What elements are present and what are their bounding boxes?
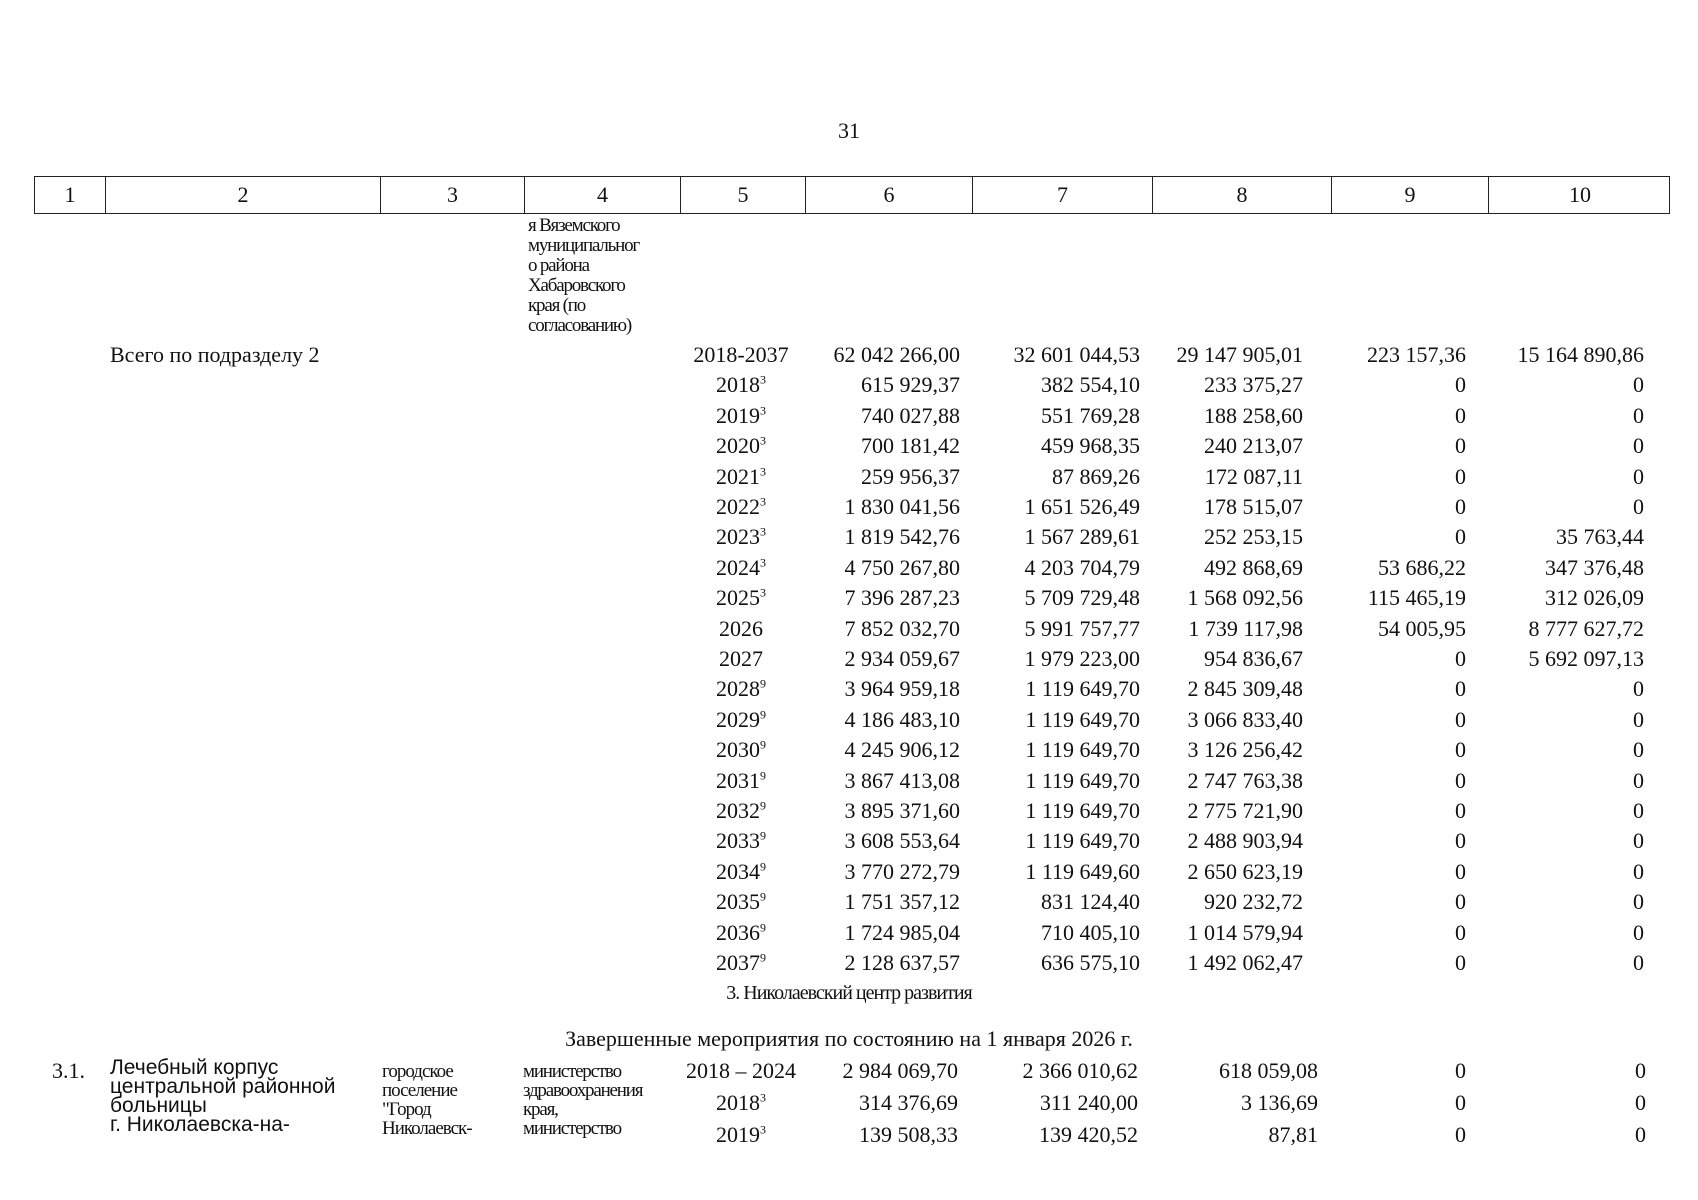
agency-line: муниципальног — [528, 235, 639, 256]
subtotal-label: Всего по подразделу 2 — [110, 342, 320, 367]
item-agency-line: министерство — [523, 1061, 621, 1082]
footnote-marker: 9 — [760, 707, 766, 722]
value-cell-col-8: 252 253,15 — [1204, 524, 1303, 550]
value-cell-col-10: 0 — [1633, 889, 1644, 915]
agency-line: края (по — [528, 295, 586, 316]
value-cell-col-6: 3 964 959,18 — [844, 676, 960, 702]
value-cell-col-10: 0 — [1633, 676, 1644, 702]
footnote-marker: 9 — [760, 768, 766, 783]
year-cell: 2033$^9$ — [716, 828, 766, 854]
value-cell-col-8: 87,81 — [1268, 1122, 1318, 1147]
table-row — [0, 920, 1698, 950]
footnote-marker: 9 — [760, 859, 766, 874]
value-cell-col-10: 15 164 890,86 — [1517, 342, 1644, 367]
table-row — [0, 676, 1698, 706]
footnote-marker: 3 — [760, 525, 766, 540]
value-cell-col-10: 0 — [1635, 1058, 1646, 1083]
value-cell-col-8: 172 087,11 — [1204, 463, 1303, 489]
value-cell-col-7: 831 124,40 — [1041, 889, 1140, 915]
year-cell: 2027 — [719, 646, 763, 671]
footnote-marker: 9 — [760, 798, 766, 813]
table-row — [0, 555, 1698, 585]
table-row — [0, 859, 1698, 889]
value-cell-col-7: 1 567 289,61 — [1024, 524, 1140, 550]
value-cell-col-10: 347 376,48 — [1545, 554, 1644, 580]
value-cell-col-6: 4 186 483,10 — [844, 706, 960, 732]
value-cell-col-8: 1 014 579,94 — [1187, 919, 1303, 945]
item-agency-line: края, — [523, 1099, 558, 1120]
value-cell-col-6: 2 934 059,67 — [844, 646, 960, 671]
footnote-marker: 3 — [760, 433, 766, 448]
footnote-marker: 9 — [760, 950, 766, 965]
table-row — [0, 524, 1698, 554]
agency-continuation — [528, 216, 678, 336]
value-cell-col-8: 188 258,60 — [1204, 402, 1303, 428]
table-row — [0, 585, 1698, 615]
agency-line: я Вяземского — [528, 215, 620, 236]
value-cell-col-9: 0 — [1455, 524, 1466, 550]
item-agency-line: министерство — [523, 1118, 621, 1139]
value-cell-col-7: 32 601 044,53 — [1013, 342, 1140, 367]
year-cell: 2037$^9$ — [716, 950, 766, 975]
value-cell-col-9: 0 — [1455, 950, 1466, 975]
table-row — [0, 737, 1698, 767]
value-cell-col-9: 0 — [1455, 433, 1466, 459]
value-cell-col-8: 3 136,69 — [1241, 1090, 1318, 1115]
value-cell-col-8: 3 066 833,40 — [1187, 706, 1303, 732]
header-col-10: 10 — [1488, 177, 1671, 213]
footnote-marker: 3 — [760, 1090, 766, 1105]
table-row — [0, 798, 1698, 828]
value-cell-col-7: 1 979 223,00 — [1024, 646, 1140, 671]
value-cell-col-6: 615 929,37 — [861, 372, 960, 398]
value-cell-col-6: 259 956,37 — [861, 463, 960, 489]
year-cell: 2020$^3$ — [716, 433, 766, 459]
value-cell-col-6: 7 852 032,70 — [844, 615, 960, 641]
value-cell-col-8: 618 059,08 — [1219, 1058, 1318, 1083]
value-cell-col-10: 0 — [1633, 494, 1644, 519]
value-cell-col-7: 710 405,10 — [1041, 919, 1140, 945]
item-municipality-line: поселение — [382, 1080, 457, 1101]
value-cell-col-9: 0 — [1455, 798, 1466, 823]
year-cell: 2019$^3$ — [716, 402, 766, 428]
value-cell-col-10: 0 — [1633, 798, 1644, 823]
value-cell-col-9: 53 686,22 — [1378, 554, 1466, 580]
value-cell-col-10: 0 — [1633, 950, 1644, 975]
item-municipality-line: городское — [382, 1061, 453, 1082]
table-row — [0, 494, 1698, 524]
year-cell: 2029$^9$ — [716, 706, 766, 732]
value-cell-col-6: 7 396 287,23 — [844, 585, 960, 611]
value-cell-col-8: 492 868,69 — [1204, 554, 1303, 580]
completed-title: Завершенные мероприятия по состоянию на 1 января 2026 г. — [565, 1026, 1133, 1051]
value-cell-col-8: 2 488 903,94 — [1187, 828, 1303, 854]
year-cell: 2025$^3$ — [716, 585, 766, 611]
value-cell-col-10: 0 — [1633, 402, 1644, 428]
header-col-5: 5 — [680, 177, 805, 213]
value-cell-col-9: 0 — [1455, 463, 1466, 489]
footnote-marker: 3 — [760, 555, 766, 570]
header-col-3: 3 — [380, 177, 524, 213]
item-name-line: г. Николаевска-на- — [110, 1113, 290, 1136]
year-cell: 2018 – 2024 — [686, 1058, 796, 1083]
value-cell-col-6: 3 867 413,08 — [844, 767, 960, 793]
item-name-line: больницы — [110, 1094, 207, 1117]
year-cell: 2023$^3$ — [716, 524, 766, 550]
year-cell: 2024$^3$ — [716, 554, 766, 580]
header-col-6: 6 — [805, 177, 972, 213]
year-cell: 2030$^9$ — [716, 737, 766, 763]
table-row — [0, 342, 1698, 372]
value-cell-col-7: 551 769,28 — [1041, 402, 1140, 428]
table-row — [0, 707, 1698, 737]
value-cell-col-9: 0 — [1455, 919, 1466, 945]
footnote-marker: 3 — [760, 494, 766, 509]
section-title: 3. Николаевский центр развития — [726, 982, 972, 1004]
value-cell-col-9: 0 — [1455, 828, 1466, 854]
year-cell: 2018-2037 — [693, 342, 789, 367]
footnote-marker: 3 — [760, 1122, 766, 1137]
value-cell-col-8: 954 836,67 — [1204, 646, 1303, 671]
value-cell-col-6: 1 830 041,56 — [844, 494, 960, 519]
value-cell-col-8: 1 739 117,98 — [1188, 615, 1303, 641]
value-cell-col-9: 0 — [1455, 402, 1466, 428]
value-cell-col-6: 3 608 553,64 — [844, 828, 960, 854]
value-cell-col-8: 2 747 763,38 — [1187, 767, 1303, 793]
table-row — [0, 1090, 1698, 1120]
item-municipality-line: "Город — [382, 1099, 431, 1120]
table-row — [0, 828, 1698, 858]
value-cell-col-7: 1 651 526,49 — [1024, 494, 1140, 519]
value-cell-col-7: 5 991 757,77 — [1024, 615, 1140, 641]
value-cell-col-10: 0 — [1635, 1090, 1646, 1115]
footnote-marker: 9 — [760, 920, 766, 935]
item-municipality-line: Николаевск- — [382, 1118, 472, 1139]
year-cell: 2034$^9$ — [716, 858, 766, 884]
value-cell-col-6: 1 724 985,04 — [844, 919, 960, 945]
value-cell-col-6: 139 508,33 — [859, 1122, 958, 1147]
value-cell-col-9: 0 — [1455, 767, 1466, 793]
value-cell-col-6: 4 750 267,80 — [844, 554, 960, 580]
value-cell-col-7: 1 119 649,70 — [1025, 706, 1140, 732]
value-cell-col-6: 740 027,88 — [861, 402, 960, 428]
value-cell-col-7: 2 366 010,62 — [1022, 1058, 1138, 1083]
value-cell-col-7: 1 119 649,70 — [1025, 737, 1140, 763]
item-agency-line: здравоохранения — [523, 1080, 643, 1101]
value-cell-col-10: 0 — [1633, 737, 1644, 763]
table-row — [0, 616, 1698, 646]
value-cell-col-9: 0 — [1455, 858, 1466, 884]
year-cell: 2031$^9$ — [716, 767, 766, 793]
year-cell: 2028$^9$ — [716, 676, 766, 702]
value-cell-col-6: 700 181,42 — [861, 433, 960, 459]
year-cell: 2032$^9$ — [716, 798, 766, 823]
year-cell: 2018$^3$ — [716, 1090, 766, 1115]
value-cell-col-8: 29 147 905,01 — [1176, 342, 1303, 367]
header-col-4: 4 — [524, 177, 680, 213]
value-cell-col-6: 4 245 906,12 — [844, 737, 960, 763]
value-cell-col-8: 1 492 062,47 — [1187, 950, 1303, 975]
value-cell-col-7: 87 869,26 — [1052, 463, 1140, 489]
value-cell-col-9: 0 — [1455, 494, 1466, 519]
value-cell-col-8: 920 232,72 — [1204, 889, 1303, 915]
value-cell-col-7: 382 554,10 — [1041, 372, 1140, 398]
agency-line: о района — [528, 255, 589, 276]
value-cell-col-8: 2 650 623,19 — [1187, 858, 1303, 884]
value-cell-col-7: 139 420,52 — [1039, 1122, 1138, 1147]
value-cell-col-10: 35 763,44 — [1556, 524, 1644, 550]
year-cell: 2036$^9$ — [716, 919, 766, 945]
value-cell-col-6: 1 751 357,12 — [844, 889, 960, 915]
table-row — [0, 889, 1698, 919]
header-col-7: 7 — [972, 177, 1152, 213]
value-cell-col-9: 0 — [1455, 646, 1466, 671]
value-cell-col-7: 1 119 649,70 — [1025, 828, 1140, 854]
value-cell-col-6: 1 819 542,76 — [844, 524, 960, 550]
value-cell-col-8: 178 515,07 — [1204, 494, 1303, 519]
item-name-line: Лечебный корпус — [110, 1056, 279, 1079]
value-cell-col-6: 314 376,69 — [859, 1090, 958, 1115]
table-row — [0, 950, 1698, 980]
table-row — [0, 433, 1698, 463]
value-cell-col-6: 3 770 272,79 — [844, 858, 960, 884]
table-row — [0, 372, 1698, 402]
footnote-marker: 9 — [760, 737, 766, 752]
item-number: 3.1. — [52, 1058, 85, 1083]
year-cell: 2022$^3$ — [716, 494, 766, 519]
value-cell-col-7: 1 119 649,60 — [1025, 858, 1140, 884]
value-cell-col-9: 0 — [1455, 706, 1466, 732]
value-cell-col-7: 311 240,00 — [1039, 1090, 1138, 1115]
value-cell-col-9: 223 157,36 — [1367, 342, 1466, 367]
item-name-line: центральной районной — [110, 1075, 336, 1098]
value-cell-col-8: 2 775 721,90 — [1187, 798, 1303, 823]
footnote-marker: 3 — [760, 585, 766, 600]
footnote-marker: 9 — [760, 829, 766, 844]
value-cell-col-10: 0 — [1633, 706, 1644, 732]
value-cell-col-8: 2 845 309,48 — [1187, 676, 1303, 702]
year-cell: 2035$^9$ — [716, 889, 766, 915]
table-row — [0, 1058, 1698, 1088]
value-cell-col-9: 115 465,19 — [1367, 585, 1466, 611]
value-cell-col-7: 636 575,10 — [1041, 950, 1140, 975]
footnote-marker: 3 — [760, 373, 766, 388]
value-cell-col-7: 4 203 704,79 — [1024, 554, 1140, 580]
value-cell-col-10: 0 — [1635, 1122, 1646, 1147]
value-cell-col-10: 312 026,09 — [1545, 585, 1644, 611]
value-cell-col-10: 0 — [1633, 463, 1644, 489]
table-row — [0, 768, 1698, 798]
agency-line: Хабаровского — [528, 275, 625, 296]
value-cell-col-10: 0 — [1633, 767, 1644, 793]
agency-line: согласованию) — [528, 315, 632, 336]
value-cell-col-6: 3 895 371,60 — [844, 798, 960, 823]
value-cell-col-9: 0 — [1455, 1058, 1466, 1083]
value-cell-col-9: 54 005,95 — [1378, 615, 1466, 641]
header-col-8: 8 — [1152, 177, 1331, 213]
value-cell-col-6: 2 984 069,70 — [842, 1058, 958, 1083]
value-cell-col-8: 240 213,07 — [1204, 433, 1303, 459]
value-cell-col-7: 5 709 729,48 — [1024, 585, 1140, 611]
value-cell-col-8: 3 126 256,42 — [1187, 737, 1303, 763]
value-cell-col-10: 0 — [1633, 372, 1644, 398]
value-cell-col-9: 0 — [1455, 1090, 1466, 1115]
value-cell-col-10: 0 — [1633, 828, 1644, 854]
value-cell-col-6: 2 128 637,57 — [844, 950, 960, 975]
value-cell-col-7: 1 119 649,70 — [1025, 798, 1140, 823]
value-cell-col-10: 0 — [1633, 433, 1644, 459]
value-cell-col-10: 0 — [1633, 919, 1644, 945]
value-cell-col-7: 459 968,35 — [1041, 433, 1140, 459]
footnote-marker: 3 — [760, 403, 766, 418]
value-cell-col-7: 1 119 649,70 — [1025, 676, 1140, 702]
year-cell: 2021$^3$ — [716, 463, 766, 489]
footnote-marker: 3 — [760, 464, 766, 479]
table-row — [0, 403, 1698, 433]
value-cell-col-10: 0 — [1633, 858, 1644, 884]
header-col-1: 1 — [64, 182, 76, 207]
value-cell-col-10: 5 692 097,13 — [1528, 646, 1644, 671]
table-header — [34, 176, 1670, 214]
value-cell-col-8: 233 375,27 — [1204, 372, 1303, 398]
value-cell-col-9: 0 — [1455, 737, 1466, 763]
value-cell-col-9: 0 — [1455, 676, 1466, 702]
value-cell-col-6: 62 042 266,00 — [833, 342, 960, 367]
year-cell: 2019$^3$ — [716, 1122, 766, 1147]
value-cell-col-9: 0 — [1455, 372, 1466, 398]
year-cell: 2018$^3$ — [716, 372, 766, 398]
value-cell-col-10: 8 777 627,72 — [1528, 615, 1644, 641]
page-number: 31 — [838, 118, 860, 143]
year-cell: 2026 — [719, 615, 763, 641]
header-col-9: 9 — [1331, 177, 1488, 213]
table-row — [0, 464, 1698, 494]
table-row — [0, 646, 1698, 676]
footnote-marker: 9 — [760, 889, 766, 904]
value-cell-col-9: 0 — [1455, 1122, 1466, 1147]
table-row — [0, 1122, 1698, 1152]
value-cell-col-7: 1 119 649,70 — [1025, 767, 1140, 793]
footnote-marker: 9 — [760, 677, 766, 692]
header-col-2: 2 — [105, 177, 380, 213]
value-cell-col-8: 1 568 092,56 — [1187, 585, 1303, 611]
value-cell-col-9: 0 — [1455, 889, 1466, 915]
